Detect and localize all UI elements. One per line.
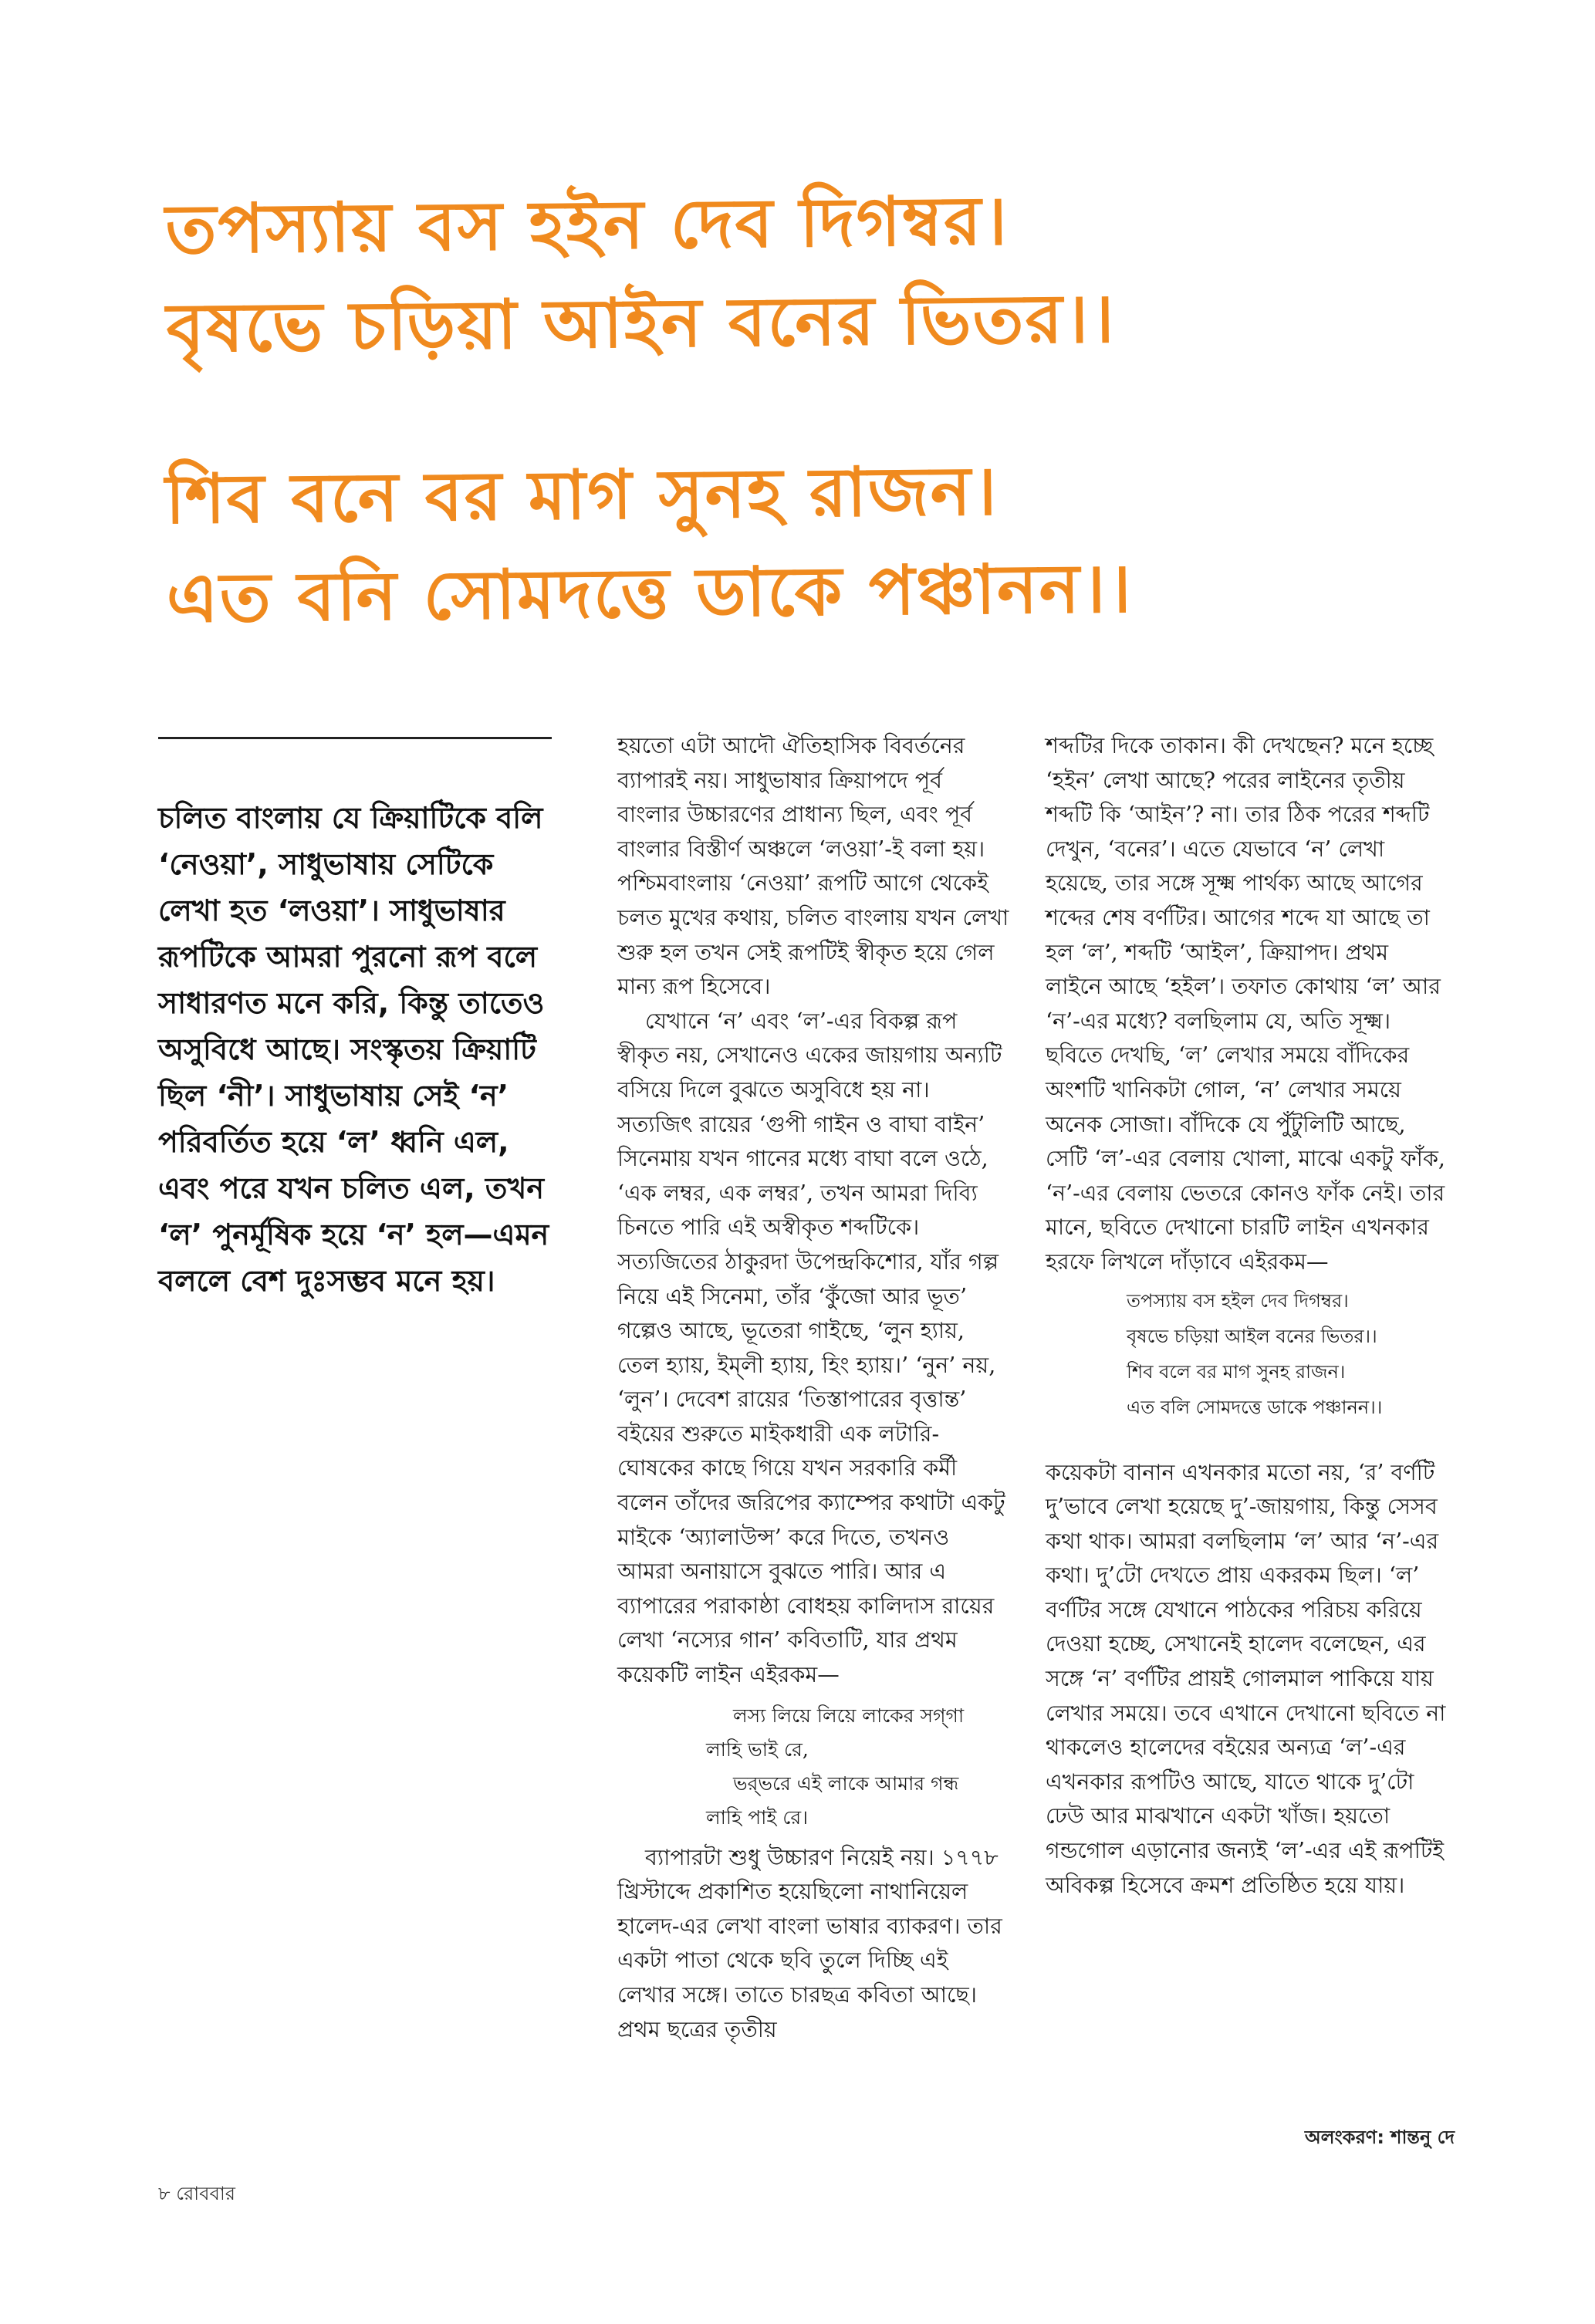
page-folio: ৮ রোববার xyxy=(158,2183,235,2204)
poem-line: লাহি ভাই রে, xyxy=(706,1738,809,1761)
header-verse-line: তপস্যায় বস হইন দেব দিগম্বর। xyxy=(164,181,1009,269)
transcribed-poem xyxy=(1046,1283,1447,1425)
header-verse-line: শিব বনে বর মাগ সুনহ রাজন। xyxy=(164,451,999,539)
paragraph: হয়তো এটা আদৌ ঐতিহাসিক বিবর্তনের ব্যাপারই নয়। সাধুভাষার ক্রিয়াপদে পূর্ব বাংলার উচ্চারণের প্রাধান্য ছিল, এবং পূর্ব বাংলার বিস্তীর্ণ অঞ্চলে ‘লওয়া’-ই বলা হয়। পশ্চিমবাংলায় ‘নেওয়া’ রূপটি আগে থেকেই চলত মুখের কথায়, চলিত বাংলায় যখন লেখা শুরু হল তখন সেই রূপটিই স্বীকৃত হয়ে গেল মান্য রূপ হিসেবে। xyxy=(617,733,1009,1000)
illustration-credit: অলংকরণ: শান্তনু দে xyxy=(1304,2126,1455,2148)
header-verse-line: এত বনি সোমদত্তে ডাকে পঞ্চানন।। xyxy=(166,548,1134,638)
pullquote-divider xyxy=(158,737,552,739)
header-verse-line: বৃষভে চড়িয়া আইন বনের ভিতর।। xyxy=(166,278,1117,368)
paragraph: শব্দটির দিকে তাকান। কী দেখছেন? মনে হচ্ছে ‘হইন’ লেখা আছে? পরের লাইনের তৃতীয় শব্দটি কি ‘আইন’? না। তার ঠিক পরের শব্দটি দেখুন, ‘বনের’। এতে যেভাবে ‘ন’ লেখা হয়েছে, তার সঙ্গে সূক্ষ্ম পার্থক্য আছে আগের শব্দের শেষ বর্ণটির। আগের শব্দে যা আছে তা হল ‘ল’, শব্দটি ‘আইল’, ক্রিয়াপদ। প্রথম লাইনে আছে ‘হইল’। তফাত কোথায় ‘ল’ আর ‘ন’-এর মধ্যে? বলছিলাম যে, অতি সূক্ষ্ম। ছবিতে দেখছি, ‘ল’ লেখার সময়ে বাঁদিকের অংশটি খানিকটা গোল, ‘ন’ লেখার সময়ে অনেক সোজা। বাঁদিকে যে পুঁটুলিটি আছে, সেটি ‘ল’-এর বেলায় খোলা, মাঝে একটু ফাঁক, ‘ন’-এর বেলায় ভেতরে কোনও ফাঁক নেই। তার মানে, ছবিতে দেখানো চারটি লাইন এখনকার হরফে লিখলে দাঁড়াবে এইরকম— xyxy=(1046,733,1445,1275)
poem-line: এত বলি সোমদত্তে ডাকে পঞ্চানন।। xyxy=(1127,1396,1383,1418)
article-column-2 xyxy=(617,729,1011,2047)
header-verse-block-1 xyxy=(165,167,1433,377)
paragraph: যেখানে ‘ন’ এবং ‘ল’-এর বিকল্প রূপ স্বীকৃত নয়, সেখানেও একের জায়গায় অন্যটি বসিয়ে দিলে বুঝতে অসুবিধে হয় না। সত্যজিৎ রায়ের ‘গুপী গাইন ও বাঘা বাইন’ সিনেমায় যখন গানের মধ্যে বাঘা বলে ওঠে, ‘এক লম্বর, এক লম্বর’, তখন আমরা দিব্যি চিনতে পারি এই অস্বীকৃত শব্দটিকে। সত্যজিতের ঠাকুরদা উপেন্দ্রকিশোর, যাঁর গল্প নিয়ে এই সিনেমা, তাঁর ‘কুঁজো আর ভূত’ গল্পেও আছে, ভূতেরা গাইছে, ‘লুন হ্যায়, তেল হ্যায়, ইম্‌লী হ্যায়, হিং হ্যায়।’ ‘নুন’ নয়, ‘লুন’। দেবেশ রায়ের ‘তিস্তাপারের বৃত্তান্ত’ বইয়ের শুরুতে মাইকধারী এক লটারি-ঘোষকের কাছে গিয়ে যখন সরকারি কর্মী বলেন তাঁদের জরিপের ক্যাম্পের কথাটা একটু মাইকে ‘অ্যালাউন্স’ করে দিতে, তখনও আমরা অনায়াসে বুঝতে পারি। আর এ ব্যাপারের পরাকাষ্ঠা বোধহয় কালিদাস রায়ের লেখা ‘নস্যের গান’ কবিতাটি, যার প্রথম কয়েকটি লাইন এইরকম— xyxy=(617,1008,1005,1688)
pullquote: চলিত বাংলায় যে ক্রিয়াটিকে বলি ‘নেওয়া’, সাধুভাষায় সেটিকে লেখা হত ‘লওয়া’। সাধুভাষার রূপটিকে আমরা পুরনো রূপ বলে সাধারণত মনে করি, কিন্তু তাতেও অসুবিধে আছে। সংস্কৃতয় ক্রিয়াটি ছিল ‘নী’। সাধুভাষায় সেই ‘ন’ পরিবর্তিত হয়ে ‘ল’ ধ্বনি এল, এবং পরে যখন চলিত এল, তখন ‘ল’ পুনর্মূষিক হয়ে ‘ন’ হল—এমন বললে বেশ দুঃসম্ভব মনে হয়। xyxy=(158,801,549,1298)
quoted-poem xyxy=(617,1699,1011,1835)
poem-line: শিব বলে বর মাগ সুনহ রাজন। xyxy=(1127,1360,1346,1383)
poem-line: তপস্যায় বস হইল দেব দিগম্বর। xyxy=(1127,1289,1349,1312)
poem-line: ভর্‌ভরে এই লাকে আমার গন্ধ xyxy=(733,1772,959,1795)
paragraph: ব্যাপারটা শুধু উচ্চারণ নিয়েই নয়। ১৭৭৮ খ্রিস্টাব্দে প্রকাশিত হয়েছিলো নাথানিয়েল হালেদ-এর লেখা বাংলা ভাষার ব্যাকরণ। তার একটা পাতা থেকে ছবি তুলে দিচ্ছি এই লেখার সঙ্গে। তাতে চারছত্র কবিতা আছে। প্রথম ছত্রের তৃতীয় xyxy=(617,1844,1002,2042)
paragraph: কয়েকটা বানান এখনকার মতো নয়, ‘র’ বর্ণটি দু’ভাবে লেখা হয়েছে দু’-জায়গায়, কিন্তু সেসব কথা থাক। আমরা বলছিলাম ‘ল’ আর ‘ন’-এর কথা। দু’টো দেখতে প্রায় একরকম ছিল। ‘ল’ বর্ণটির সঙ্গে যেখানে পাঠকের পরিচয় করিয়ে দেওয়া হচ্ছে, সেখানেই হালেদ বলেছেন, এর সঙ্গে ‘ন’ বর্ণটির প্রায়ই গোলমাল পাকিয়ে যায় লেখার সময়ে। তবে এখানে দেখানো ছবিতে না থাকলেও হালেদের বইয়ের অন্যত্র ‘ল’-এর এখনকার রূপটিও আছে, যাতে থাকে দু’টো ঢেউ আর মাঝখানে একটা খাঁজ। হয়তো গন্ডগোল এড়ানোর জন্যই ‘ল’-এর এই রূপটিই অবিকল্প হিসেবে ক্রমশ প্রতিষ্ঠিত হয়ে যায়। xyxy=(1046,1459,1446,1898)
header-verse-block-2 xyxy=(165,437,1433,647)
poem-line: লাহি পাই রে। xyxy=(706,1805,809,1829)
article-column-3 xyxy=(1046,729,1447,1903)
poem-line: বৃষভে চড়িয়া আইল বনের ভিতর।। xyxy=(1127,1325,1377,1347)
poem-line: লস্য লিয়ে লিয়ে লাকের সগ্‌গা xyxy=(733,1704,965,1727)
